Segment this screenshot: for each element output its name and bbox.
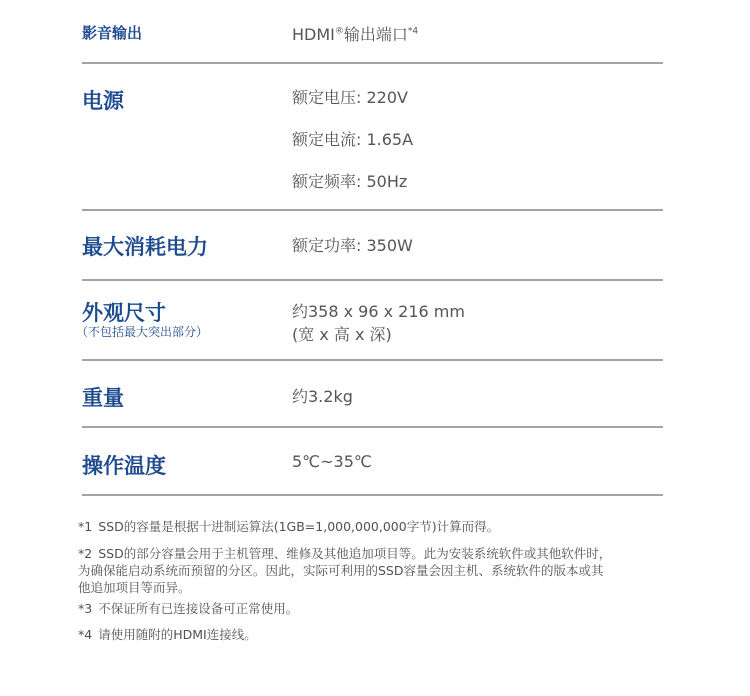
spec-value-temperature: 5℃~35℃ [292, 452, 372, 471]
divider [82, 62, 663, 64]
footnote-text-line: 为确保能启动系统而预留的分区。因此，实际可利用的SSD容量会因主机、系统软件的版本或其 [78, 563, 604, 578]
spec-value-voltage: 额定电压: 220V [292, 88, 408, 107]
divider [82, 359, 663, 361]
footnote-mark: *3 [78, 601, 93, 616]
footnote-ref-4: *4 [407, 26, 419, 37]
footnote-text-line: 他追加项目等而异。 [78, 580, 191, 595]
spec-value-weight: 约3.2kg [292, 387, 353, 406]
spec-label-weight: 重量 [82, 386, 124, 410]
footnote-mark: *1 [78, 519, 93, 534]
footnote-text: 不保证所有已连接设备可正常使用。 [98, 601, 299, 616]
spec-value-dimensions: 约358 x 96 x 216 mm [292, 302, 465, 321]
spec-label-temperature: 操作温度 [82, 454, 166, 478]
spec-row-weight [82, 382, 663, 412]
video-output-hdmi: HDMI [292, 25, 335, 44]
spec-sublabel-dimensions: （不包括最大突出部分） [76, 325, 209, 339]
spec-value-consumption: 额定功率: 350W [292, 236, 413, 255]
spec-label-dimensions: 外观尺寸 [82, 301, 166, 325]
spec-label-video-output: 影音输出 [82, 24, 143, 42]
spec-value-dimensions-legend: (宽 x 高 x 深) [292, 325, 392, 344]
divider [82, 209, 663, 211]
spec-label-consumption: 最大消耗电力 [82, 235, 208, 259]
spec-row-dimensions [76, 297, 663, 347]
spec-value-video-output [292, 22, 418, 45]
video-output-suffix: 输出端口 [343, 25, 408, 44]
spec-row-temperature [82, 450, 663, 480]
spec-value-frequency: 额定频率: 50Hz [292, 172, 408, 191]
divider [82, 426, 663, 428]
footnote-3 [78, 600, 678, 617]
footnote-mark: *4 [78, 627, 93, 642]
registered-mark: ® [334, 26, 344, 37]
divider [82, 279, 663, 281]
spec-row-power [82, 84, 663, 194]
footnote-text: SSD的容量是根据十进制运算法(1GB=1,000,000,000字节)计算而得。 [98, 519, 500, 534]
footnote-text: 请使用随附的HDMI连接线。 [98, 627, 257, 642]
footnote-mark: *2 [78, 546, 93, 561]
spec-label-power: 电源 [82, 89, 124, 113]
spec-value-current: 额定电流: 1.65A [292, 130, 414, 149]
footnote-2 [78, 545, 678, 596]
footnote-1 [78, 518, 678, 535]
footnote-4 [78, 626, 678, 643]
divider [82, 494, 663, 496]
footnote-text-line: SSD的部分容量会用于主机管理、维修及其他追加项目等。此为安装系统软件或其他软件时， [98, 546, 612, 561]
spec-row-consumption [82, 231, 663, 261]
spec-row-video-output [82, 22, 663, 52]
